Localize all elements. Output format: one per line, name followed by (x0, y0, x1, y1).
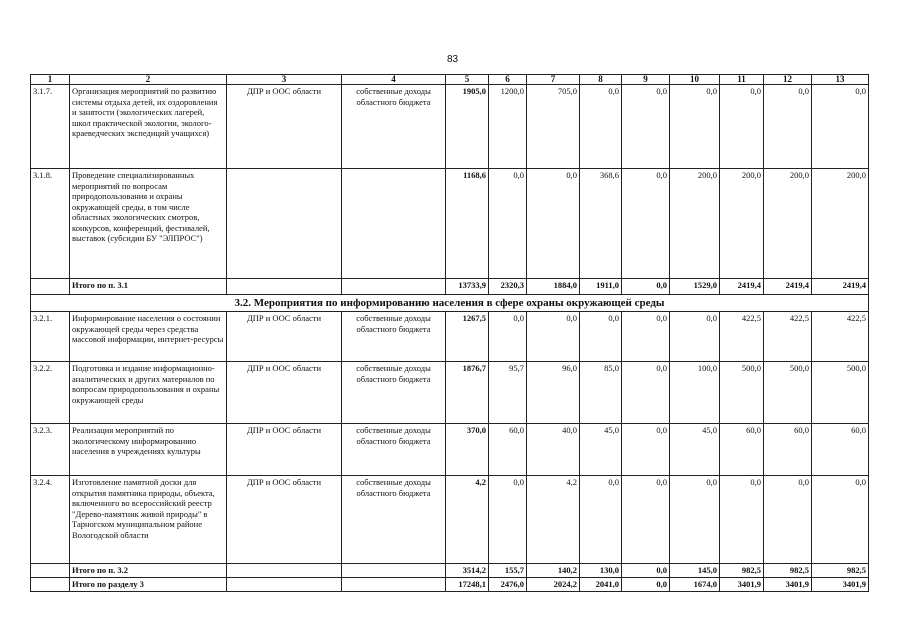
table-row (31, 312, 869, 362)
header-cell: 7 (527, 75, 580, 85)
item-value: 200,0 (670, 169, 720, 279)
item-value: 1267,5 (446, 312, 489, 362)
item-source: собственные доходы областного бюджета (342, 424, 446, 476)
item-value: 1200,0 (489, 85, 527, 169)
total-value: 140,2 (527, 564, 580, 578)
item-value: 0,0 (670, 476, 720, 564)
section-heading: 3.2. Мероприятия по информированию населения в сфере охраны окружающей среды (31, 295, 869, 312)
item-value: 200,0 (764, 169, 812, 279)
total-value: 982,5 (764, 564, 812, 578)
item-value: 0,0 (489, 312, 527, 362)
total-value: 1884,0 (527, 279, 580, 295)
item-value: 0,0 (622, 169, 670, 279)
item-source (342, 169, 446, 279)
item-number: 3.2.4. (31, 476, 70, 564)
table-row (31, 362, 869, 424)
header-cell: 9 (622, 75, 670, 85)
item-value: 40,0 (527, 424, 580, 476)
total-value: 2419,4 (720, 279, 764, 295)
total-value: 2419,4 (812, 279, 869, 295)
budget-table (30, 74, 869, 592)
item-name: Информирование населения о состоянии окружающей среды через средства массовой информации, интернет-ресурсы (70, 312, 227, 362)
item-value: 0,0 (720, 476, 764, 564)
item-source: собственные доходы областного бюджета (342, 312, 446, 362)
item-value: 0,0 (489, 476, 527, 564)
item-value: 96,0 (527, 362, 580, 424)
header-cell: 11 (720, 75, 764, 85)
item-value: 500,0 (812, 362, 869, 424)
item-executor: ДПР и ООС области (227, 312, 342, 362)
item-value: 60,0 (764, 424, 812, 476)
item-value: 500,0 (720, 362, 764, 424)
item-executor: ДПР и ООС области (227, 424, 342, 476)
header-cell: 12 (764, 75, 812, 85)
item-source: собственные доходы областного бюджета (342, 85, 446, 169)
empty-cell (31, 279, 70, 295)
item-number: 3.1.7. (31, 85, 70, 169)
total-label: Итого по разделу 3 (70, 578, 227, 592)
total-value: 0,0 (622, 564, 670, 578)
item-value: 0,0 (489, 169, 527, 279)
total-value: 0,0 (622, 279, 670, 295)
item-value: 0,0 (622, 476, 670, 564)
empty-cell (342, 279, 446, 295)
item-value: 370,0 (446, 424, 489, 476)
item-executor (227, 169, 342, 279)
item-value: 0,0 (622, 362, 670, 424)
header-cell: 8 (580, 75, 622, 85)
item-executor: ДПР и ООС области (227, 85, 342, 169)
empty-cell (31, 564, 70, 578)
item-value: 95,7 (489, 362, 527, 424)
item-value: 0,0 (527, 169, 580, 279)
item-value: 60,0 (720, 424, 764, 476)
total-label: Итого по п. 3.1 (70, 279, 227, 295)
total-value: 1529,0 (670, 279, 720, 295)
item-number: 3.2.1. (31, 312, 70, 362)
table-row (31, 169, 869, 279)
header-cell: 5 (446, 75, 489, 85)
item-value: 1876,7 (446, 362, 489, 424)
item-value: 500,0 (764, 362, 812, 424)
item-value: 0,0 (764, 476, 812, 564)
item-source: собственные доходы областного бюджета (342, 362, 446, 424)
total-value: 982,5 (812, 564, 869, 578)
table-body (31, 85, 869, 592)
total-value: 13733,9 (446, 279, 489, 295)
total-row (31, 578, 869, 592)
item-value: 422,5 (764, 312, 812, 362)
item-value: 0,0 (812, 85, 869, 169)
item-number: 3.2.3. (31, 424, 70, 476)
header-cell: 6 (489, 75, 527, 85)
header-cell: 2 (70, 75, 227, 85)
total-value: 17248,1 (446, 578, 489, 592)
item-value: 0,0 (670, 85, 720, 169)
total-value: 1911,0 (580, 279, 622, 295)
total-value: 0,0 (622, 578, 670, 592)
item-name: Изготовление памятной доски для открытия памятника природы, объекта, включенного во всероссийский реестр "Дерево-памятник живой природы" в Тарногском муниципальном районе Вологодской области (70, 476, 227, 564)
header-cell: 3 (227, 75, 342, 85)
item-executor: ДПР и ООС области (227, 362, 342, 424)
item-value: 1168,6 (446, 169, 489, 279)
item-value: 368,6 (580, 169, 622, 279)
total-value: 3401,9 (764, 578, 812, 592)
empty-cell (227, 564, 342, 578)
item-executor: ДПР и ООС области (227, 476, 342, 564)
item-value: 100,0 (670, 362, 720, 424)
item-value: 60,0 (812, 424, 869, 476)
empty-cell (227, 279, 342, 295)
table-row (31, 476, 869, 564)
item-value: 0,0 (670, 312, 720, 362)
item-number: 3.2.2. (31, 362, 70, 424)
empty-cell (227, 578, 342, 592)
empty-cell (342, 564, 446, 578)
item-value: 0,0 (764, 85, 812, 169)
section-heading-row (31, 295, 869, 312)
item-name: Проведение специализированных мероприятий по вопросам природопользования и охраны окружающей среды, в том числе областных экологических смотров, конкурсов, конференций, фестивалей, выставок (субсидии БУ "ЭЛПРОС") (70, 169, 227, 279)
item-name: Реализация мероприятий по экологическому информированию населения в учреждениях культуры (70, 424, 227, 476)
item-value: 0,0 (580, 476, 622, 564)
item-value: 0,0 (622, 424, 670, 476)
header-cell: 10 (670, 75, 720, 85)
item-value: 4,2 (446, 476, 489, 564)
item-value: 45,0 (580, 424, 622, 476)
total-value: 2476,0 (489, 578, 527, 592)
total-row (31, 279, 869, 295)
header-cell: 4 (342, 75, 446, 85)
total-value: 145,0 (670, 564, 720, 578)
table-row (31, 85, 869, 169)
item-value: 1905,0 (446, 85, 489, 169)
item-source: собственные доходы областного бюджета (342, 476, 446, 564)
total-value: 155,7 (489, 564, 527, 578)
item-value: 422,5 (720, 312, 764, 362)
item-value: 0,0 (580, 85, 622, 169)
empty-cell (342, 578, 446, 592)
empty-cell (31, 578, 70, 592)
table-row (31, 424, 869, 476)
header-cell: 13 (812, 75, 869, 85)
total-value: 2024,2 (527, 578, 580, 592)
item-value: 0,0 (720, 85, 764, 169)
item-value: 200,0 (812, 169, 869, 279)
total-value: 982,5 (720, 564, 764, 578)
item-value: 0,0 (622, 85, 670, 169)
item-value: 200,0 (720, 169, 764, 279)
total-value: 1674,0 (670, 578, 720, 592)
item-name: Организация мероприятий по развитию системы отдыха детей, их оздоровления и занятости (экологических лагерей, школ практической экологии, эколого-краеведческих экспедиций учащихся) (70, 85, 227, 169)
item-value: 705,0 (527, 85, 580, 169)
total-value: 2320,3 (489, 279, 527, 295)
item-value: 0,0 (527, 312, 580, 362)
item-value: 85,0 (580, 362, 622, 424)
item-name: Подготовка и издание информационно-аналитических и других материалов по вопросам природопользования и охраны окружающей среды (70, 362, 227, 424)
total-value: 3401,9 (720, 578, 764, 592)
total-label: Итого по п. 3.2 (70, 564, 227, 578)
header-cell: 1 (31, 75, 70, 85)
item-value: 0,0 (812, 476, 869, 564)
item-value: 0,0 (580, 312, 622, 362)
item-number: 3.1.8. (31, 169, 70, 279)
total-value: 3401,9 (812, 578, 869, 592)
total-value: 3514,2 (446, 564, 489, 578)
total-value: 130,0 (580, 564, 622, 578)
item-value: 0,0 (622, 312, 670, 362)
item-value: 60,0 (489, 424, 527, 476)
page-number: 83 (446, 54, 459, 65)
header-row (31, 75, 869, 85)
item-value: 45,0 (670, 424, 720, 476)
total-value: 2419,4 (764, 279, 812, 295)
item-value: 4,2 (527, 476, 580, 564)
total-value: 2041,0 (580, 578, 622, 592)
item-value: 422,5 (812, 312, 869, 362)
total-row (31, 564, 869, 578)
